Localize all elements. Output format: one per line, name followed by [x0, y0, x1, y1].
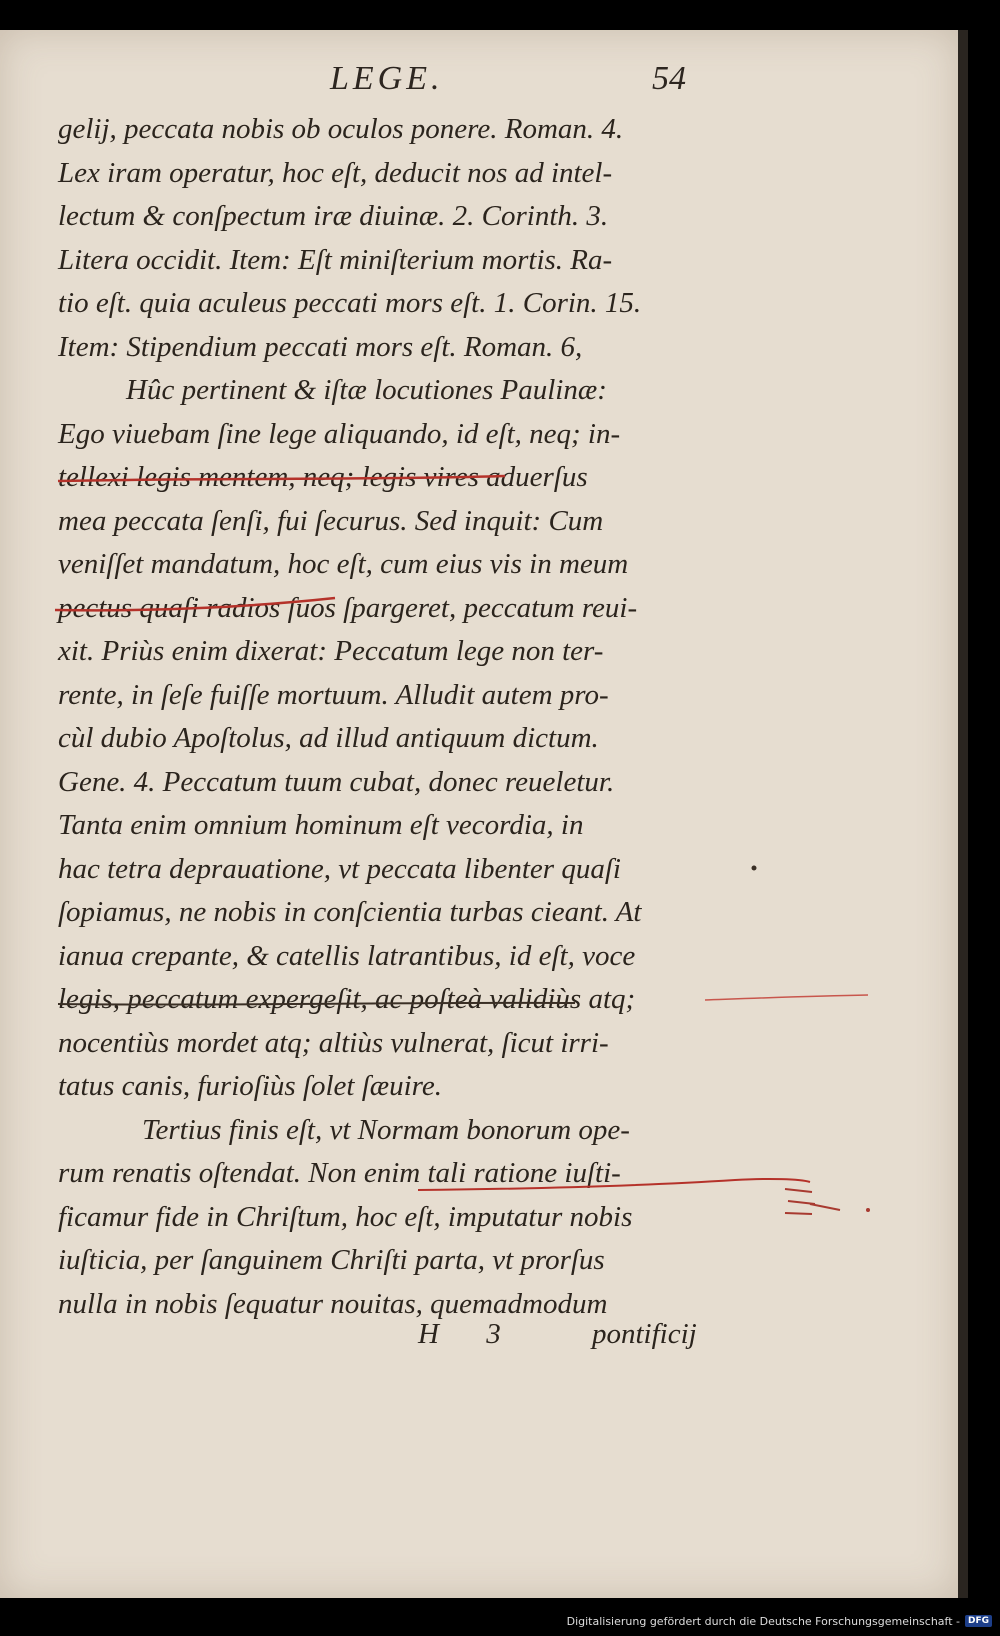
- body-text: [58, 108, 718, 1326]
- dfg-logo: DFG: [965, 1615, 992, 1627]
- page-number: 54: [652, 60, 686, 97]
- text-line: Gene. 4. Peccatum tuum cubat, donec reueletur.: [58, 765, 615, 798]
- text-line: legis, peccatum expergeſit, ac poſteà validiùs atq;: [58, 983, 636, 1015]
- text-line: Tanta enim omnium hominum eſt vecordia, in: [58, 809, 584, 841]
- text-line: tellexi legis mentem, neq; legis vires aduerſus: [58, 461, 588, 493]
- text-line: Item: Stipendium peccati mors eſt. Roman. 6,: [58, 330, 583, 363]
- catchword: pontificij: [592, 1318, 697, 1350]
- text-line: lectum & conſpectum iræ diuinæ. 2. Corinth. 3.: [58, 200, 609, 232]
- running-title: LEGE.: [330, 60, 444, 97]
- text-line: ianua crepante, & catellis latrantibus, id eſt, voce: [58, 939, 636, 972]
- text-line: Tertius finis eſt, vt Normam bonorum ope-: [142, 1113, 630, 1146]
- text-line: nulla in nobis ſequatur nouitas, quemadmodum: [58, 1287, 608, 1320]
- page-footer: [58, 1318, 718, 1368]
- running-head: [0, 54, 958, 104]
- text-line: Lex iram operatur, hoc eſt, deducit nos ad intel-: [58, 156, 613, 189]
- text-line: tatus canis, furioſiùs ſolet ſæuire.: [58, 1070, 442, 1102]
- text-line: pectus quaſi radios ſuos ſpargeret, peccatum reui-: [58, 591, 638, 624]
- signature-mark: H 3: [418, 1318, 521, 1350]
- page-edge: [958, 30, 968, 1598]
- text-line: rente, in ſeſe fuiſſe mortuum. Alludit autem pro-: [58, 678, 609, 711]
- credit-text: Digitalisierung gefördert durch die Deutsche Forschungsgemeinschaft -: [566, 1614, 960, 1628]
- digitization-credit: [567, 1610, 992, 1632]
- text-line: Litera occidit. Item: Eſt miniſterium mortis. Ra-: [58, 243, 613, 276]
- text-line: gelij, peccata nobis ob oculos ponere. Roman. 4.: [58, 113, 624, 145]
- text-line: rum renatis oſtendat. Non enim tali ratione iuſti-: [58, 1157, 621, 1189]
- text-line: ficamur fide in Chriſtum, hoc eſt, imputatur nobis: [58, 1200, 633, 1233]
- text-line: iuſticia, per ſanguinem Chriſti parta, vt prorſus: [58, 1244, 605, 1276]
- text-line: cùl dubio Apoſtolus, ad illud antiquum dictum.: [58, 722, 599, 754]
- text-line: ſopiamus, ne nobis in conſcientia turbas cieant. At: [58, 896, 642, 928]
- text-line: mea peccata ſenſi, fui ſecurus. Sed inquit: Cum: [58, 504, 604, 537]
- text-line: Hûc pertinent & iſtæ locutiones Paulinæ:: [126, 374, 607, 406]
- text-line: tio eſt. quia aculeus peccati mors eſt. 1. Corin. 15.: [58, 287, 642, 319]
- text-line: nocentiùs mordet atq; altiùs vulnerat, ſicut irri-: [58, 1026, 609, 1059]
- text-line: xit. Priùs enim dixerat: Peccatum lege non ter-: [58, 635, 604, 667]
- text-line: veniſſet mandatum, hoc eſt, cum eius vis in meum: [58, 548, 629, 580]
- text-line: Ego viuebam ſine lege aliquando, id eſt, neq; in-: [58, 417, 621, 450]
- text-line: hac tetra deprauatione, vt peccata libenter quaſi: [58, 852, 621, 885]
